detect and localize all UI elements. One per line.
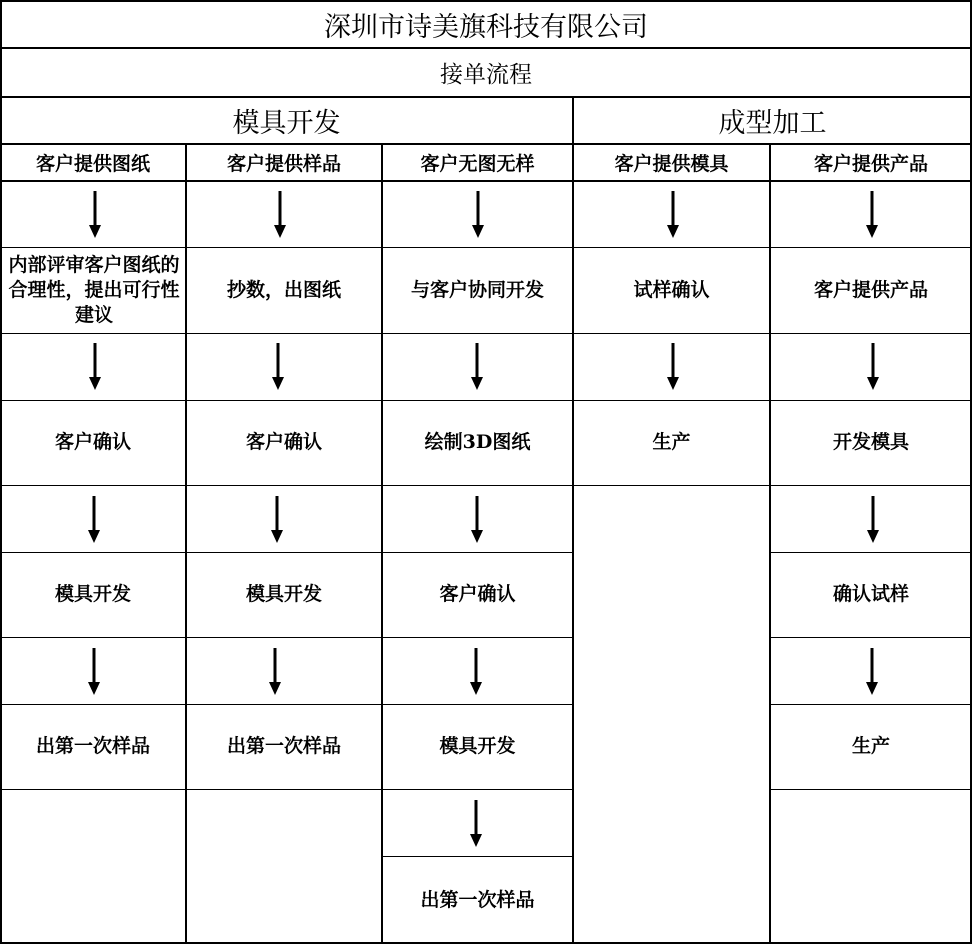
step-cell: 模具开发 — [439, 735, 516, 757]
arrow-down-icon — [88, 343, 102, 391]
grid-line — [0, 485, 972, 486]
arrow-down-icon — [88, 191, 102, 239]
step-cell: 抄数，出图纸 — [226, 279, 341, 301]
grid-line — [0, 400, 972, 401]
step-cell: 客户确认 — [54, 431, 131, 453]
arrow-down-icon — [271, 343, 285, 391]
grid-line — [185, 144, 187, 944]
step-cell: 出第一次样品 — [35, 735, 150, 757]
arrow-down-icon — [666, 343, 680, 391]
grid-line — [770, 552, 972, 553]
step-cell: 生产 — [652, 431, 691, 453]
grid-line — [0, 552, 573, 553]
arrow-down-icon — [87, 496, 101, 544]
grid-line — [381, 144, 383, 944]
step-cell: 试样确认 — [633, 279, 710, 301]
process-subtitle: 接单流程 — [440, 62, 532, 88]
arrow-down-icon — [666, 191, 680, 239]
grid-line — [770, 704, 972, 705]
step-cell: 生产 — [851, 735, 890, 757]
grid-line — [0, 247, 972, 248]
arrow-down-icon — [866, 343, 880, 391]
grid-line — [0, 333, 972, 334]
step-cell: 与客户协同开发 — [410, 279, 544, 301]
column-header-drawings: 客户提供图纸 — [35, 153, 150, 175]
grid-line — [770, 789, 972, 790]
column-header-samples: 客户提供样品 — [226, 153, 341, 175]
step-cell: 确认试样 — [832, 583, 909, 605]
column-header-none: 客户无图无样 — [420, 153, 535, 175]
step-cell: 模具开发 — [245, 583, 322, 605]
grid-line — [0, 637, 573, 638]
arrow-down-icon — [865, 648, 879, 696]
step-cell: 开发模具 — [832, 431, 909, 453]
grid-line — [0, 180, 972, 182]
grid-line — [572, 97, 574, 944]
section-molding-processing: 成型加工 — [718, 108, 827, 139]
table-border-top — [0, 0, 972, 2]
grid-line — [382, 856, 573, 857]
arrow-down-icon — [865, 191, 879, 239]
arrow-down-icon — [268, 648, 282, 696]
step-cell: 绘制3D图纸 — [424, 431, 531, 453]
grid-line — [770, 637, 972, 638]
arrow-down-icon — [470, 496, 484, 544]
arrow-down-icon — [471, 191, 485, 239]
step-cell: 内部评审客户图纸的合理性，提出可行性建议 — [8, 254, 180, 326]
grid-line — [769, 144, 771, 944]
company-title: 深圳市诗美旗科技有限公司 — [324, 11, 648, 43]
column-header-mold: 客户提供模具 — [614, 153, 729, 175]
step-cell: 客户确认 — [439, 583, 516, 605]
section-mold-development: 模具开发 — [232, 108, 341, 139]
step-cell: 客户确认 — [245, 431, 322, 453]
arrow-down-icon — [270, 496, 284, 544]
arrow-down-icon — [469, 800, 483, 848]
grid-line — [0, 704, 573, 705]
arrow-down-icon — [273, 191, 287, 239]
arrow-down-icon — [87, 648, 101, 696]
step-cell: 客户提供产品 — [813, 279, 928, 301]
column-header-product: 客户提供产品 — [813, 153, 928, 175]
step-cell: 模具开发 — [54, 583, 131, 605]
grid-line — [0, 47, 972, 49]
arrow-down-icon — [866, 496, 880, 544]
grid-line — [0, 96, 972, 98]
step-cell: 出第一次样品 — [226, 735, 341, 757]
arrow-down-icon — [469, 648, 483, 696]
grid-line — [0, 789, 573, 790]
step-cell: 出第一次样品 — [420, 888, 535, 911]
table-border-left — [0, 0, 2, 944]
grid-line — [0, 143, 972, 145]
arrow-down-icon — [470, 343, 484, 391]
